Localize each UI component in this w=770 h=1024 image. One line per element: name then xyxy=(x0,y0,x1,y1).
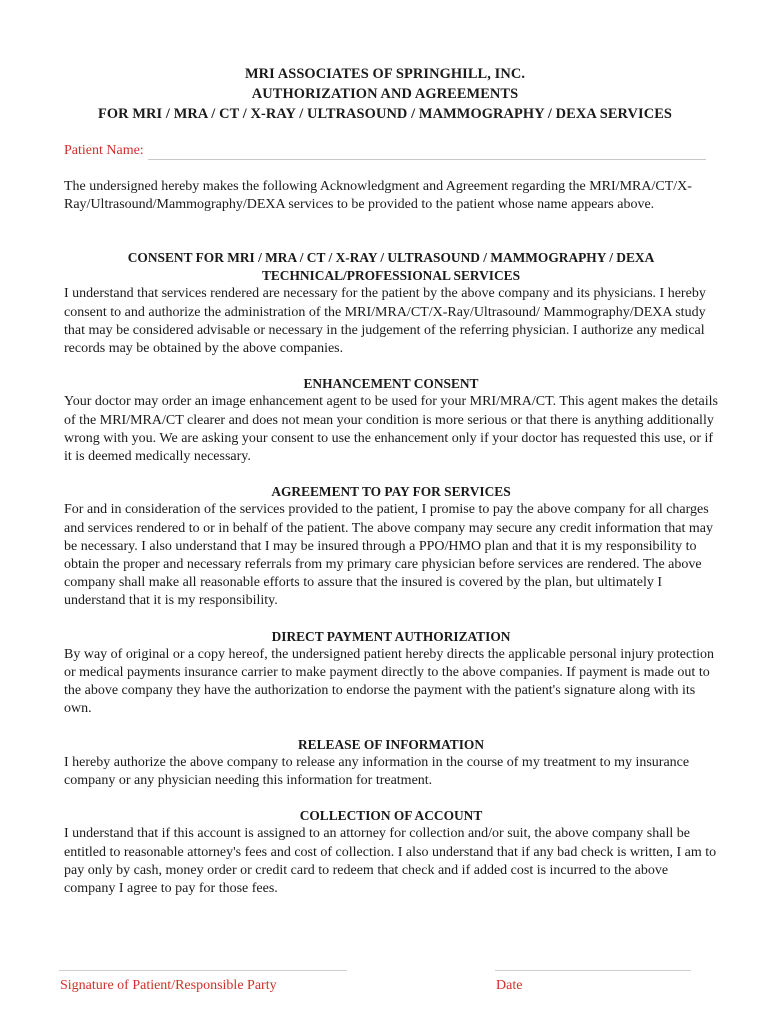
section-body: I understand that services rendered are necessary for the patient by the above company and its physicians. I hereby consent to and authorize the administration of the MRI/MRA/CT/X-Ray/Ultrasound/ Mammography/DEXA study that may be considered advisable or necessary in the judgement of the referring physician. I authorize any medical records may be obtained by the above companies. xyxy=(64,286,706,357)
sections-container xyxy=(64,249,718,915)
section-title: CONSENT FOR MRI / MRA / CT / X-RAY / ULTRASOUND / MAMMOGRAPHY / DEXA xyxy=(127,250,655,265)
section-title: AGREEMENT TO PAY FOR SERVICES xyxy=(271,484,511,500)
section-direct-payment xyxy=(64,628,718,719)
document-subtitle: FOR MRI / MRA / CT / X-RAY / ULTRASOUND / MAMMOGRAPHY / DEXA SERVICES xyxy=(97,106,673,122)
intro-paragraph: The undersigned hereby makes the following Acknowledgment and Agreement regarding the MRI/MRA/CT/X-Ray/Ultrasound/Mammography/DEXA services to be provided to the patient whose name appears above. xyxy=(64,179,692,213)
section-consent xyxy=(64,249,718,358)
section-body: I hereby authorize the above company to release any information in the course of my treatment to my insurance company or any physician needing this information for treatment. xyxy=(64,754,690,789)
document-header xyxy=(0,64,770,124)
section-body: Your doctor may order an image enhancement agent to be used for your MRI/MRA/CT. This agent makes the details of the MRI/MRA/CT clearer and does not mean your condition is more serious or that there is anything additionally wrong with you. We are asking your consent to use the enhancement only if your doctor has requested this use, or if it is deemed medically necessary. xyxy=(64,394,718,465)
section-agreement-to-pay xyxy=(64,483,718,610)
section-body: For and in consideration of the services provided to the patient, I promise to pay the above company for all charges and services rendered to or in behalf of the patient. The above company may secure any credit information that may be necessary. I also understand that I may be insured through a PPO/HMO plan and that it is my responsibility to obtain the proper and necessary referrals from my primary care physician before services are rendered. The above company shall make all reasonable efforts to assure that the insured is covered by the plan, but ultimately I understand that it is my responsibility. xyxy=(64,502,713,609)
document-title: AUTHORIZATION AND AGREEMENTS xyxy=(251,86,519,102)
patient-signature-line[interactable] xyxy=(59,970,347,971)
section-title: DIRECT PAYMENT AUTHORIZATION xyxy=(271,628,511,644)
section-release-of-information xyxy=(64,736,718,791)
section-title: COLLECTION OF ACCOUNT xyxy=(299,808,483,824)
patient-name-label: Patient Name: xyxy=(64,143,144,158)
section-collection-of-account xyxy=(64,807,718,898)
patient-name-row xyxy=(64,142,706,160)
company-name: MRI ASSOCIATES OF SPRINGHILL, INC. xyxy=(244,66,526,82)
section-body: I understand that if this account is assigned to an attorney for collection and/or suit, the above company shall be entitled to reasonable attorney's fees and cost of collection. I also understand that if any bad check is written, I am to pay only by cash, money order or credit card to redeem that check and if added cost is incurred to the above company I agree to pay for those fees. xyxy=(64,826,717,897)
section-title-line2: TECHNICAL/PROFESSIONAL SERVICES xyxy=(261,268,521,284)
section-title: ENHANCEMENT CONSENT xyxy=(303,376,479,392)
patient-name-field[interactable] xyxy=(148,146,706,160)
section-enhancement-consent xyxy=(64,375,718,466)
section-body: By way of original or a copy hereof, the undersigned patient hereby directs the applicable personal injury protection or medical payments insurance carrier to make payment directly to the above companies. If payment is made out to the above company they have the authorization to endorse the payment with the patient's signature along with its own. xyxy=(64,646,715,717)
date-label: Date xyxy=(496,978,523,993)
date-line[interactable] xyxy=(495,970,691,971)
section-title: RELEASE OF INFORMATION xyxy=(298,736,484,752)
patient-signature-label: Signature of Patient/Responsible Party xyxy=(60,978,277,993)
